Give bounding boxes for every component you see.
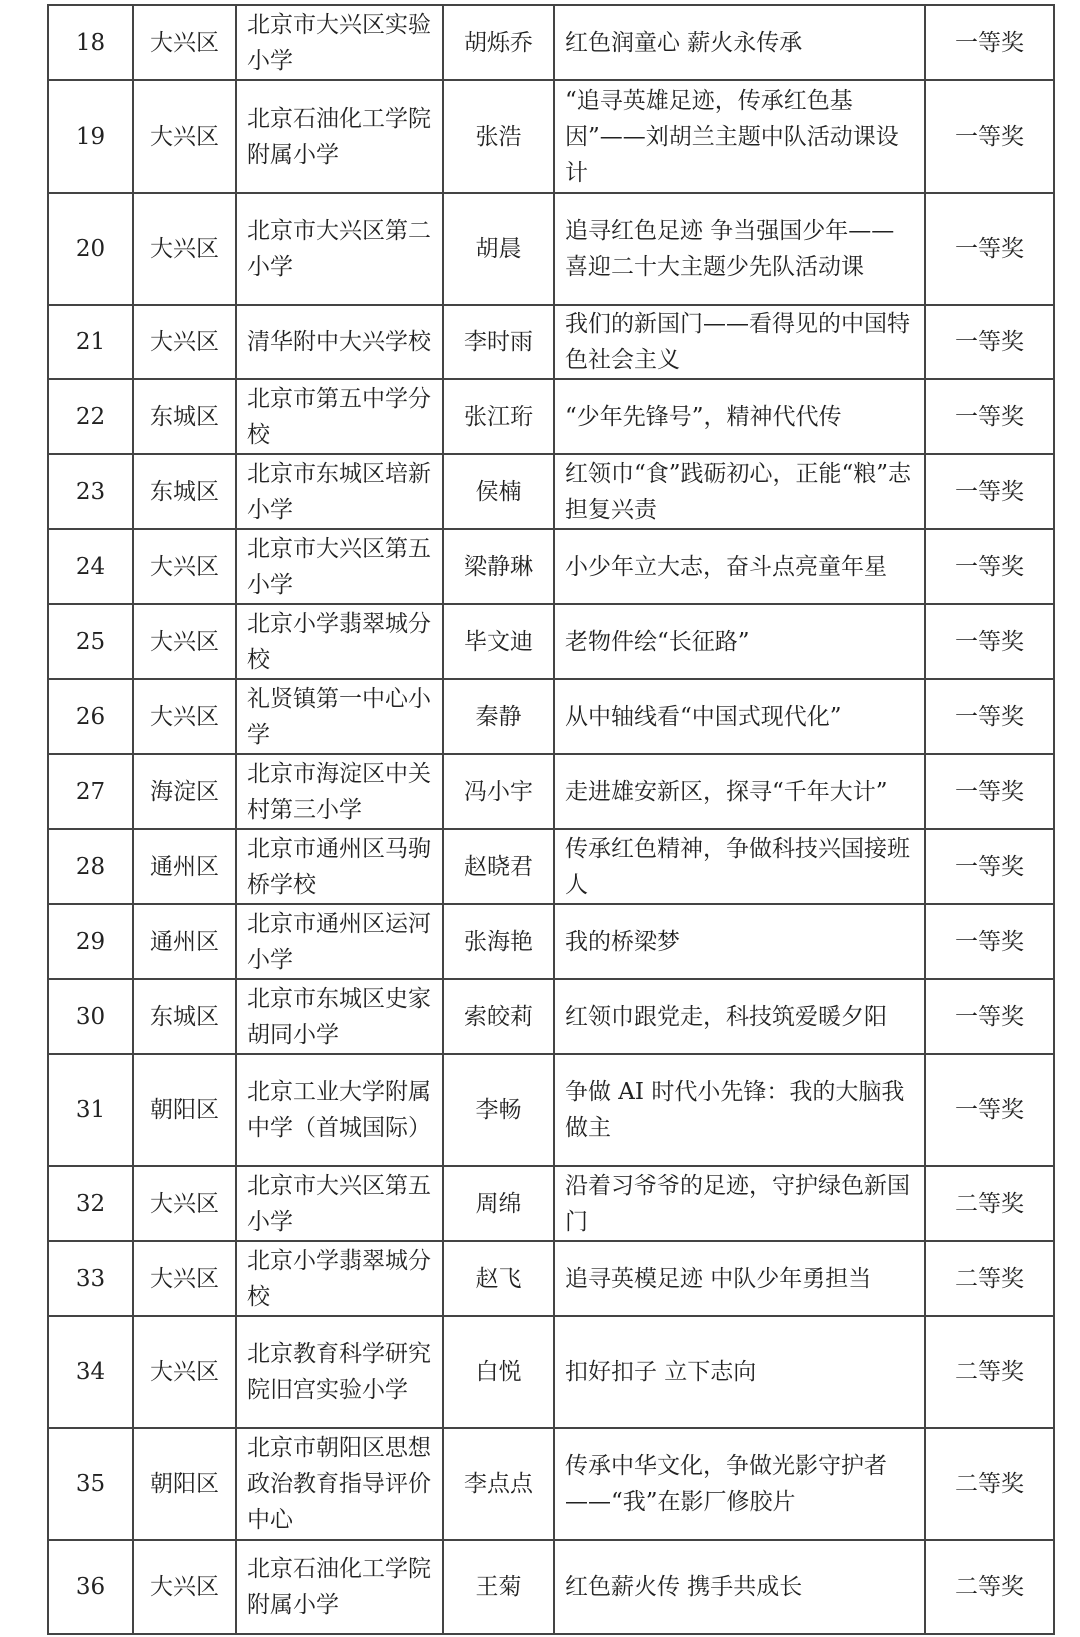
title-cell: 走进雄安新区，探寻“千年大计”: [554, 754, 925, 829]
title-cell: 传承红色精神，争做科技兴国接班人: [554, 829, 925, 904]
title-cell: 老物件绘“长征路”: [554, 604, 925, 679]
award-cell: 一等奖: [925, 379, 1054, 454]
table-row: [48, 379, 1054, 454]
award-cell: 一等奖: [925, 754, 1054, 829]
district-cell: 通州区: [133, 829, 236, 904]
school-cell: 清华附中大兴学校: [236, 305, 443, 379]
teacher-name-cell: 侯楠: [443, 454, 554, 529]
row-number: 20: [48, 193, 133, 305]
teacher-name-cell: 周绵: [443, 1166, 554, 1241]
award-cell: 一等奖: [925, 454, 1054, 529]
table-row: [48, 193, 1054, 305]
title-cell: 红色薪火传 携手共成长: [554, 1540, 925, 1634]
award-cell: 一等奖: [925, 679, 1054, 754]
school-cell: 北京工业大学附属中学（首城国际）: [236, 1054, 443, 1166]
row-number: 30: [48, 979, 133, 1054]
table-row: [48, 1540, 1054, 1634]
table-row: [48, 754, 1054, 829]
table-row: [48, 1428, 1054, 1540]
district-cell: 大兴区: [133, 1316, 236, 1428]
row-number: 25: [48, 604, 133, 679]
teacher-name-cell: 胡晨: [443, 193, 554, 305]
title-cell: 小少年立大志，奋斗点亮童年星: [554, 529, 925, 604]
teacher-name-cell: 冯小宇: [443, 754, 554, 829]
table-row: [48, 1316, 1054, 1428]
table-row: [48, 80, 1054, 193]
award-cell: 一等奖: [925, 1054, 1054, 1166]
award-cell: 一等奖: [925, 305, 1054, 379]
district-cell: 大兴区: [133, 5, 236, 80]
district-cell: 大兴区: [133, 604, 236, 679]
teacher-name-cell: 李点点: [443, 1428, 554, 1540]
school-cell: 北京市东城区培新小学: [236, 454, 443, 529]
awards-table: [47, 4, 1055, 1635]
teacher-name-cell: 赵晓君: [443, 829, 554, 904]
row-number: 33: [48, 1241, 133, 1316]
teacher-name-cell: 张江珩: [443, 379, 554, 454]
award-cell: 一等奖: [925, 193, 1054, 305]
title-cell: “少年先锋号”，精神代代传: [554, 379, 925, 454]
district-cell: 大兴区: [133, 193, 236, 305]
row-number: 27: [48, 754, 133, 829]
table-row: [48, 1241, 1054, 1316]
teacher-name-cell: 李时雨: [443, 305, 554, 379]
title-cell: 红色润童心 薪火永传承: [554, 5, 925, 80]
title-cell: 沿着习爷爷的足迹，守护绿色新国门: [554, 1166, 925, 1241]
row-number: 35: [48, 1428, 133, 1540]
award-cell: 二等奖: [925, 1166, 1054, 1241]
district-cell: 大兴区: [133, 305, 236, 379]
row-number: 24: [48, 529, 133, 604]
title-cell: 争做 AI 时代小先锋：我的大脑我做主: [554, 1054, 925, 1166]
teacher-name-cell: 胡烁乔: [443, 5, 554, 80]
table-row: [48, 979, 1054, 1054]
teacher-name-cell: 秦静: [443, 679, 554, 754]
table-row: [48, 305, 1054, 379]
row-number: 34: [48, 1316, 133, 1428]
award-cell: 二等奖: [925, 1316, 1054, 1428]
district-cell: 大兴区: [133, 1166, 236, 1241]
district-cell: 大兴区: [133, 1241, 236, 1316]
title-cell: 扣好扣子 立下志向: [554, 1316, 925, 1428]
teacher-name-cell: 李畅: [443, 1054, 554, 1166]
teacher-name-cell: 王菊: [443, 1540, 554, 1634]
title-cell: 追寻英模足迹 中队少年勇担当: [554, 1241, 925, 1316]
row-number: 28: [48, 829, 133, 904]
row-number: 32: [48, 1166, 133, 1241]
row-number: 31: [48, 1054, 133, 1166]
school-cell: 北京市通州区马驹桥学校: [236, 829, 443, 904]
row-number: 29: [48, 904, 133, 979]
teacher-name-cell: 梁静琳: [443, 529, 554, 604]
school-cell: 北京市大兴区第五小学: [236, 529, 443, 604]
school-cell: 北京市东城区史家胡同小学: [236, 979, 443, 1054]
award-cell: 一等奖: [925, 80, 1054, 193]
school-cell: 北京小学翡翠城分校: [236, 1241, 443, 1316]
district-cell: 东城区: [133, 379, 236, 454]
school-cell: 北京市朝阳区思想政治教育指导评价中心: [236, 1428, 443, 1540]
table-row: [48, 1166, 1054, 1241]
teacher-name-cell: 白悦: [443, 1316, 554, 1428]
table-row: [48, 679, 1054, 754]
table-row: [48, 1054, 1054, 1166]
award-cell: 一等奖: [925, 529, 1054, 604]
district-cell: 大兴区: [133, 679, 236, 754]
teacher-name-cell: 毕文迪: [443, 604, 554, 679]
award-cell: 二等奖: [925, 1540, 1054, 1634]
teacher-name-cell: 张浩: [443, 80, 554, 193]
award-cell: 一等奖: [925, 979, 1054, 1054]
school-cell: 北京市海淀区中关村第三小学: [236, 754, 443, 829]
title-cell: 追寻红色足迹 争当强国少年——喜迎二十大主题少先队活动课: [554, 193, 925, 305]
school-cell: 北京石油化工学院附属小学: [236, 80, 443, 193]
district-cell: 海淀区: [133, 754, 236, 829]
row-number: 26: [48, 679, 133, 754]
school-cell: 北京市通州区运河小学: [236, 904, 443, 979]
title-cell: 传承中华文化，争做光影守护者——“我”在影厂修胶片: [554, 1428, 925, 1540]
title-cell: 红领巾跟党走，科技筑爱暖夕阳: [554, 979, 925, 1054]
award-cell: 一等奖: [925, 829, 1054, 904]
award-cell: 二等奖: [925, 1428, 1054, 1540]
school-cell: 北京石油化工学院附属小学: [236, 1540, 443, 1634]
table-row: [48, 5, 1054, 80]
row-number: 22: [48, 379, 133, 454]
school-cell: 北京市大兴区第二小学: [236, 193, 443, 305]
table-row: [48, 604, 1054, 679]
award-cell: 二等奖: [925, 1241, 1054, 1316]
teacher-name-cell: 索皎莉: [443, 979, 554, 1054]
title-cell: 从中轴线看“中国式现代化”: [554, 679, 925, 754]
school-cell: 北京市大兴区第五小学: [236, 1166, 443, 1241]
row-number: 18: [48, 5, 133, 80]
row-number: 19: [48, 80, 133, 193]
school-cell: 北京市第五中学分校: [236, 379, 443, 454]
district-cell: 大兴区: [133, 80, 236, 193]
district-cell: 通州区: [133, 904, 236, 979]
award-cell: 一等奖: [925, 5, 1054, 80]
district-cell: 朝阳区: [133, 1054, 236, 1166]
row-number: 23: [48, 454, 133, 529]
row-number: 21: [48, 305, 133, 379]
title-cell: 红领巾“食”践砺初心，正能“粮”志担复兴责: [554, 454, 925, 529]
district-cell: 东城区: [133, 454, 236, 529]
table-row: [48, 829, 1054, 904]
school-cell: 礼贤镇第一中心小学: [236, 679, 443, 754]
row-number: 36: [48, 1540, 133, 1634]
table-row: [48, 904, 1054, 979]
title-cell: 我的桥梁梦: [554, 904, 925, 979]
school-cell: 北京教育科学研究院旧宫实验小学: [236, 1316, 443, 1428]
district-cell: 大兴区: [133, 529, 236, 604]
award-cell: 一等奖: [925, 604, 1054, 679]
school-cell: 北京市大兴区实验小学: [236, 5, 443, 80]
table-row: [48, 529, 1054, 604]
district-cell: 朝阳区: [133, 1428, 236, 1540]
title-cell: “追寻英雄足迹，传承红色基因”——刘胡兰主题中队活动课设计: [554, 80, 925, 193]
teacher-name-cell: 张海艳: [443, 904, 554, 979]
table-row: [48, 454, 1054, 529]
teacher-name-cell: 赵飞: [443, 1241, 554, 1316]
award-cell: 一等奖: [925, 904, 1054, 979]
district-cell: 大兴区: [133, 1540, 236, 1634]
school-cell: 北京小学翡翠城分校: [236, 604, 443, 679]
district-cell: 东城区: [133, 979, 236, 1054]
title-cell: 我们的新国门——看得见的中国特色社会主义: [554, 305, 925, 379]
